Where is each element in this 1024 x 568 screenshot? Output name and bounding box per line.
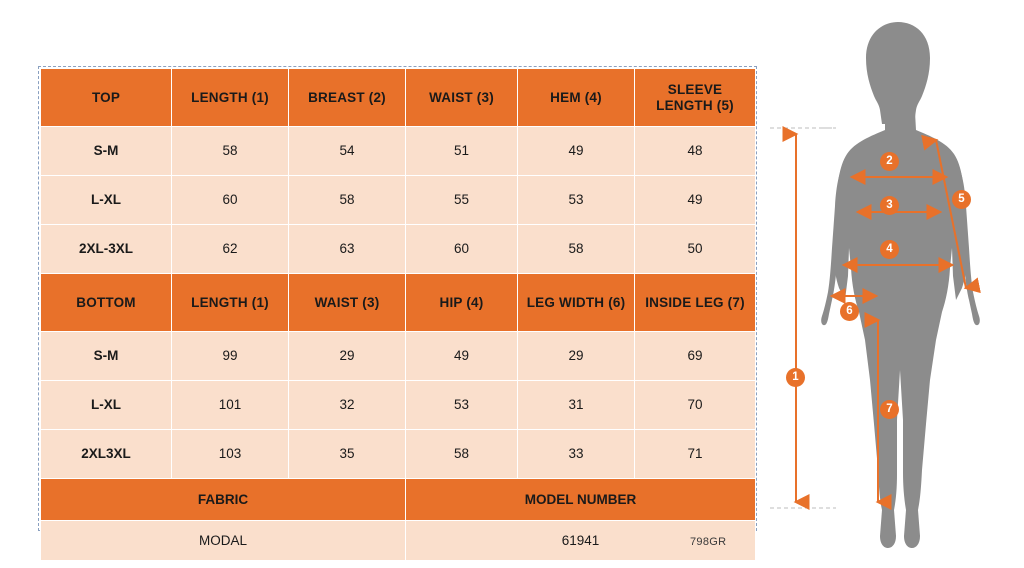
female-silhouette-icon bbox=[821, 22, 980, 548]
cell-top-2xl-3xl-sleeve: 50 bbox=[635, 225, 756, 274]
cell-bottom-l-xl-inside-leg: 70 bbox=[635, 381, 756, 430]
cell-top-l-xl-length: 60 bbox=[172, 176, 289, 225]
measurement-badge-6: 6 bbox=[840, 302, 859, 321]
cell-bottom-s-m-inside-leg: 69 bbox=[635, 332, 756, 381]
cell-bottom-2xl3xl-waist: 35 bbox=[289, 430, 406, 479]
value-fabric: MODAL bbox=[41, 521, 406, 561]
header-fabric: FABRIC bbox=[41, 479, 406, 521]
measurement-badge-1: 1 bbox=[786, 368, 805, 387]
header-inside-leg-7: INSIDE LEG (7) bbox=[635, 274, 756, 332]
header-hem-4: HEM (4) bbox=[518, 69, 635, 127]
header-bottom-waist-3: WAIST (3) bbox=[289, 274, 406, 332]
measurement-badge-2: 2 bbox=[880, 152, 899, 171]
measurement-badge-5: 5 bbox=[952, 190, 971, 209]
cell-bottom-2xl3xl-leg-width: 33 bbox=[518, 430, 635, 479]
cell-bottom-2xl3xl-inside-leg: 71 bbox=[635, 430, 756, 479]
cell-bottom-s-m-leg-width: 29 bbox=[518, 332, 635, 381]
header-model-number: MODEL NUMBER bbox=[406, 479, 756, 521]
table-row bbox=[41, 332, 756, 381]
table-row bbox=[41, 430, 756, 479]
cell-top-l-xl-breast: 58 bbox=[289, 176, 406, 225]
size-chart-table bbox=[40, 68, 756, 561]
header-sleeve-line1: SLEEVE bbox=[667, 81, 723, 97]
row-label-bottom-s-m: S-M bbox=[41, 332, 172, 381]
cell-bottom-l-xl-length: 101 bbox=[172, 381, 289, 430]
measurement-badge-7: 7 bbox=[880, 400, 899, 419]
cell-top-2xl-3xl-waist: 60 bbox=[406, 225, 518, 274]
measurement-badge-3: 3 bbox=[880, 196, 899, 215]
bottom-section-header-row bbox=[41, 274, 756, 332]
cell-top-2xl-3xl-breast: 63 bbox=[289, 225, 406, 274]
cell-top-2xl-3xl-length: 62 bbox=[172, 225, 289, 274]
cell-bottom-2xl3xl-length: 103 bbox=[172, 430, 289, 479]
table-row bbox=[41, 176, 756, 225]
row-label-bottom-l-xl: L-XL bbox=[41, 381, 172, 430]
cell-top-l-xl-sleeve: 49 bbox=[635, 176, 756, 225]
cell-top-s-m-length: 58 bbox=[172, 127, 289, 176]
cell-bottom-2xl3xl-hip: 58 bbox=[406, 430, 518, 479]
row-label-top-l-xl: L-XL bbox=[41, 176, 172, 225]
measurement-badge-4: 4 bbox=[880, 240, 899, 259]
top-section-header-row bbox=[41, 69, 756, 127]
footer-header-row bbox=[41, 479, 756, 521]
row-label-bottom-2xl3xl: 2XL3XL bbox=[41, 430, 172, 479]
cell-bottom-l-xl-leg-width: 31 bbox=[518, 381, 635, 430]
row-label-top-s-m: S-M bbox=[41, 127, 172, 176]
table-row bbox=[41, 127, 756, 176]
header-sleeve-line2: LENGTH (5) bbox=[656, 97, 734, 113]
table-row bbox=[41, 381, 756, 430]
cell-top-s-m-sleeve: 48 bbox=[635, 127, 756, 176]
header-waist-3: WAIST (3) bbox=[406, 69, 518, 127]
cell-top-s-m-hem: 49 bbox=[518, 127, 635, 176]
cell-bottom-l-xl-hip: 53 bbox=[406, 381, 518, 430]
cell-top-s-m-breast: 54 bbox=[289, 127, 406, 176]
value-model-number: 61941 bbox=[406, 521, 756, 561]
cell-bottom-s-m-length: 99 bbox=[172, 332, 289, 381]
header-sleeve-length-5 bbox=[635, 69, 756, 127]
cell-top-2xl-3xl-hem: 58 bbox=[518, 225, 635, 274]
header-top: TOP bbox=[41, 69, 172, 127]
header-bottom: BOTTOM bbox=[41, 274, 172, 332]
header-bottom-length-1: LENGTH (1) bbox=[172, 274, 289, 332]
figure-panel bbox=[770, 0, 1024, 568]
header-breast-2: BREAST (2) bbox=[289, 69, 406, 127]
sku-code-label: 798GR bbox=[690, 536, 727, 548]
cell-bottom-l-xl-waist: 32 bbox=[289, 381, 406, 430]
header-length-1: LENGTH (1) bbox=[172, 69, 289, 127]
cell-top-l-xl-hem: 53 bbox=[518, 176, 635, 225]
row-label-top-2xl-3xl: 2XL-3XL bbox=[41, 225, 172, 274]
table-row bbox=[41, 225, 756, 274]
header-leg-width-6: LEG WIDTH (6) bbox=[518, 274, 635, 332]
cell-bottom-s-m-waist: 29 bbox=[289, 332, 406, 381]
cell-top-s-m-waist: 51 bbox=[406, 127, 518, 176]
cell-bottom-s-m-hip: 49 bbox=[406, 332, 518, 381]
footer-value-row bbox=[41, 521, 756, 561]
header-bottom-hip-4: HIP (4) bbox=[406, 274, 518, 332]
cell-top-l-xl-waist: 55 bbox=[406, 176, 518, 225]
